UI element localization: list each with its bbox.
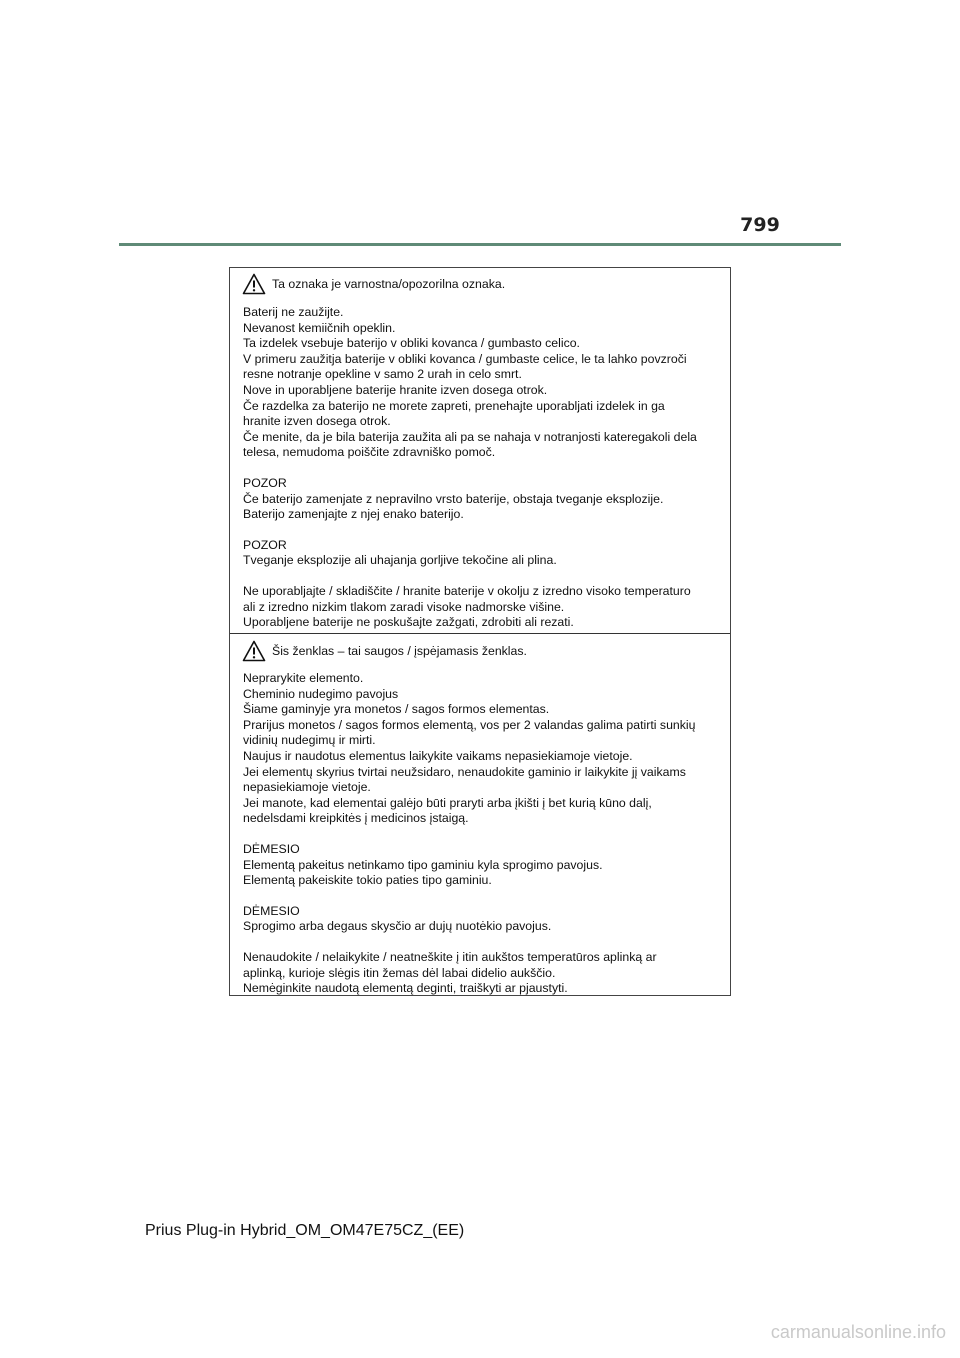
text-line: Baterijo zamenjajte z njej enako baterijo. — [243, 507, 464, 522]
text-line: telesa, nemudoma poiščite zdravniško pomoč. — [243, 445, 496, 460]
text-line: nepasiekiamoje vietoje. — [243, 780, 371, 795]
text-line: Naujus ir naudotus elementus laikykite vaikams nepasiekiamoje vietoje. — [243, 748, 633, 763]
text-line: Če razdelka za baterijo ne morete zapreti, prenehajte uporabljati izdelek in ga — [243, 398, 665, 413]
text-line: V primeru zaužitja baterije v obliki kovanca / gumbaste celice, le ta lahko povzroči — [243, 351, 687, 366]
warning-section-slovenian — [230, 268, 730, 633]
watermark: carmanualsonline.info — [770, 1322, 946, 1342]
text-line: Elementą pakeiskite tokio paties tipo gaminiu. — [243, 873, 492, 888]
text-line: ali z izredno nizkim tlakom zaradi visoke nadmorske višine. — [243, 599, 565, 614]
section-body — [243, 305, 724, 631]
caution-label: DĖMESIO — [243, 903, 300, 918]
document-footer: Prius Plug-in Hybrid_OM_OM47E75CZ_(EE) — [145, 1222, 465, 1239]
section-heading-text: Šis ženklas – tai saugos / įspėjamasis ženklas. — [272, 644, 527, 658]
section-heading — [242, 640, 527, 662]
text-line: Cheminio nudegimo pavojus — [243, 686, 399, 701]
text-line: Ta izdelek vsebuje baterijo v obliki kovanca / gumbasto celico. — [243, 336, 580, 351]
caution-label: DĖMESIO — [243, 841, 300, 856]
text-line: hranite izven dosega otrok. — [243, 414, 391, 429]
text-line: Elementą pakeitus netinkamo tipo gaminiu kyla sprogimo pavojus. — [243, 857, 603, 872]
text-line: Nove in uporabljene baterije hranite izven dosega otrok. — [243, 382, 548, 397]
header-rule — [119, 243, 841, 246]
text-line: Jei elementų skyrius tvirtai neužsidaro, nenaudokite gaminio ir laikykite jį vaikams — [243, 764, 686, 779]
text-line: Nevanost kemiičnih opeklin. — [243, 320, 396, 335]
text-line: Neprarykite elemento. — [243, 671, 364, 685]
caution-label: POZOR — [243, 537, 287, 552]
text-line: Nenaudokite / nelaikykite / neatneškite į itin aukštos temperatūros aplinką ar — [243, 949, 657, 964]
text-line: resne notranje opekline v samo 2 urah in celo smrt. — [243, 367, 522, 382]
battery-warning-label — [229, 267, 731, 996]
text-line: Uporabljene baterije ne poskušajte zažgati, zdrobiti ali rezati. — [243, 615, 574, 630]
text-line: Nemėginkite naudotą elementą deginti, traiškyti ar pjaustyti. — [243, 981, 568, 996]
text-line: vidinių nudegimų ir mirti. — [243, 733, 376, 748]
warning-triangle-icon — [242, 273, 266, 295]
text-line: Prarijus monetos / sagos formos elementą, vos per 2 valandas galima patirti sunkių — [243, 717, 696, 732]
text-line: Jei manote, kad elementai galėjo būti praryti arba įkišti į bet kurią kūno dalį, — [243, 795, 652, 810]
warning-triangle-icon — [242, 640, 266, 662]
text-line: nedelsdami kreipkitės į medicinos įstaigą. — [243, 811, 469, 826]
page-number: 799 — [740, 214, 780, 236]
text-line: aplinką, kurioje slėgis itin žemas dėl labai didelio aukščio. — [243, 965, 556, 980]
text-line: Šiame gaminyje yra monetos / sagos formos elementas. — [243, 702, 550, 717]
section-heading-text: Ta oznaka je varnostna/opozorilna oznaka. — [272, 277, 506, 291]
section-body — [243, 671, 724, 997]
text-line: Če menite, da je bila baterija zaužita ali pa se nahaja v notranjosti kateregakoli dela — [243, 429, 697, 444]
warning-section-lithuanian — [230, 633, 730, 996]
text-line: Ne uporabljajte / skladiščite / hranite baterije v okolju z izredno visoko temperaturo — [243, 583, 691, 598]
section-heading — [242, 273, 505, 295]
caution-label: POZOR — [243, 475, 287, 490]
text-line: Sprogimo arba degaus skysčio ar dujų nuotėkio pavojus. — [243, 919, 552, 934]
text-line: Tveganje eksplozije ali uhajanja gorljive tekočine ali plina. — [243, 553, 557, 568]
text-line: Baterij ne zaužijte. — [243, 305, 344, 319]
text-line: Če baterijo zamenjate z nepravilno vrsto baterije, obstaja tveganje eksplozije. — [243, 491, 664, 506]
